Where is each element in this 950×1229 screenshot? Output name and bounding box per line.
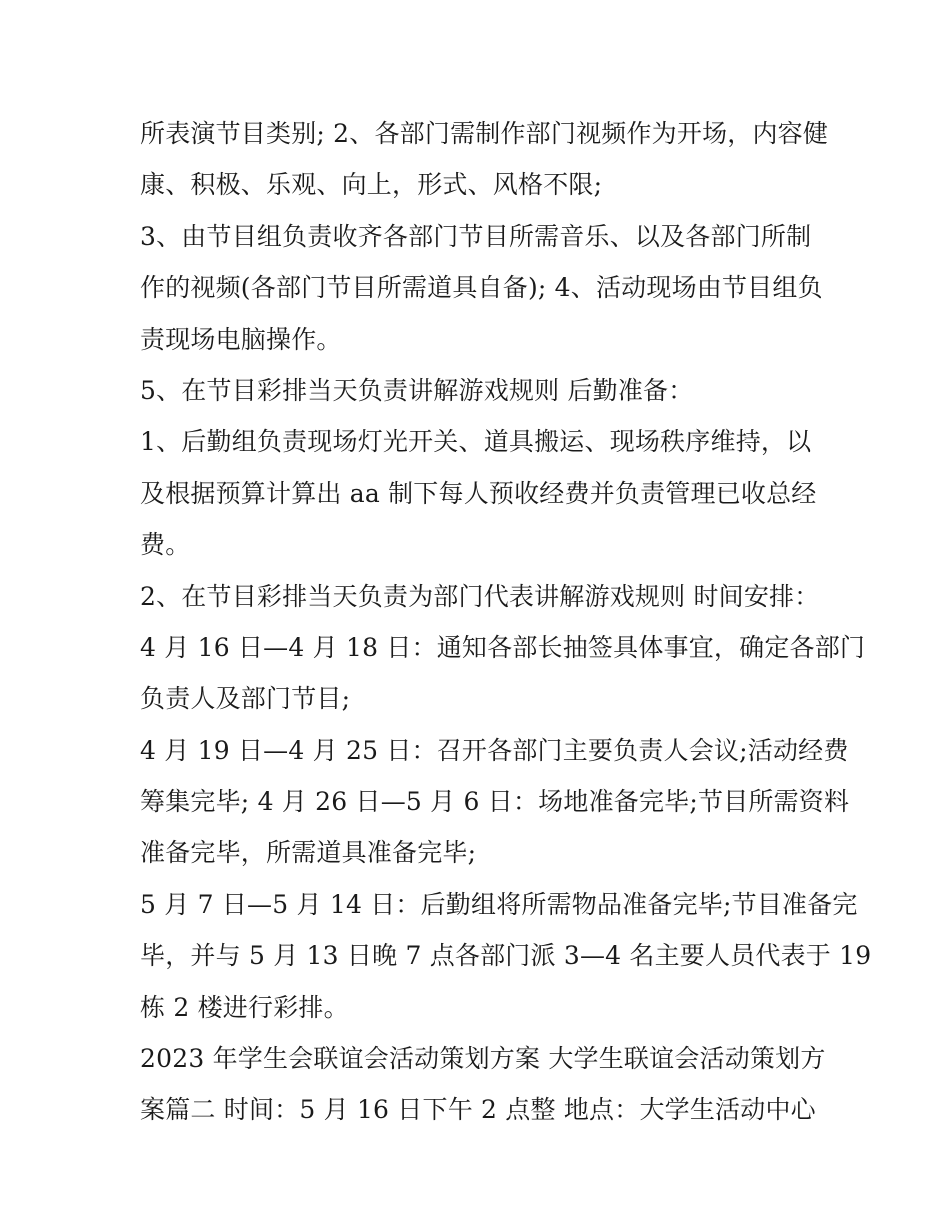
text-line: 负责人及部门节目;	[140, 684, 351, 714]
text-line: 2023 年学生会联谊会活动策划方案 大学生联谊会活动策划方	[140, 1044, 826, 1074]
text-line: 3、由节目组负责收齐各部门节目所需音乐、以及各部门所制	[140, 221, 812, 251]
text-line: 筹集完毕; 4 月 26 日—5 月 6 日：场地准备完毕;节目所需资料	[140, 787, 850, 817]
text-line: 5 月 7 日—5 月 14 日：后勤组将所需物品准备完毕;节目准备完	[140, 889, 858, 919]
text-line: 栋 2 楼进行彩排。	[140, 992, 349, 1022]
document-body	[140, 108, 872, 1136]
text-line: 责现场电脑操作。	[140, 324, 342, 354]
text-line: 1、后勤组负责现场灯光开关、道具搬运、现场秩序维持，以	[140, 427, 812, 457]
text-line: 作的视频(各部门节目所需道具自备); 4、活动现场由节目组负	[140, 273, 823, 303]
text-line: 所表演节目类别; 2、各部门需制作部门视频作为开场，内容健	[140, 119, 829, 148]
text-line: 4 月 19 日—4 月 25 日：召开各部门主要负责人会议;活动经费	[140, 735, 849, 765]
text-line: 康、积极、乐观、向上，形式、风格不限;	[140, 170, 603, 200]
text-line: 5、在节目彩排当天负责讲解游戏规则 后勤准备：	[140, 375, 694, 405]
text-line: 2、在节目彩排当天负责为部门代表讲解游戏规则 时间安排：	[140, 581, 820, 611]
text-line: 及根据预算计算出 aa 制下每人预收经费并负责管理已收总经	[140, 478, 817, 508]
text-line: 准备完毕，所需道具准备完毕;	[140, 838, 477, 868]
text-line: 4 月 16 日—4 月 18 日：通知各部长抽签具体事宜，确定各部门	[140, 632, 866, 662]
text-line: 毕，并与 5 月 13 日晚 7 点各部门派 3—4 名主要人员代表于 19	[140, 941, 872, 971]
text-line: 费。	[140, 530, 191, 560]
text-line: 案篇二 时间：5 月 16 日下午 2 点整 地点：大学生活动中心	[140, 1095, 816, 1125]
